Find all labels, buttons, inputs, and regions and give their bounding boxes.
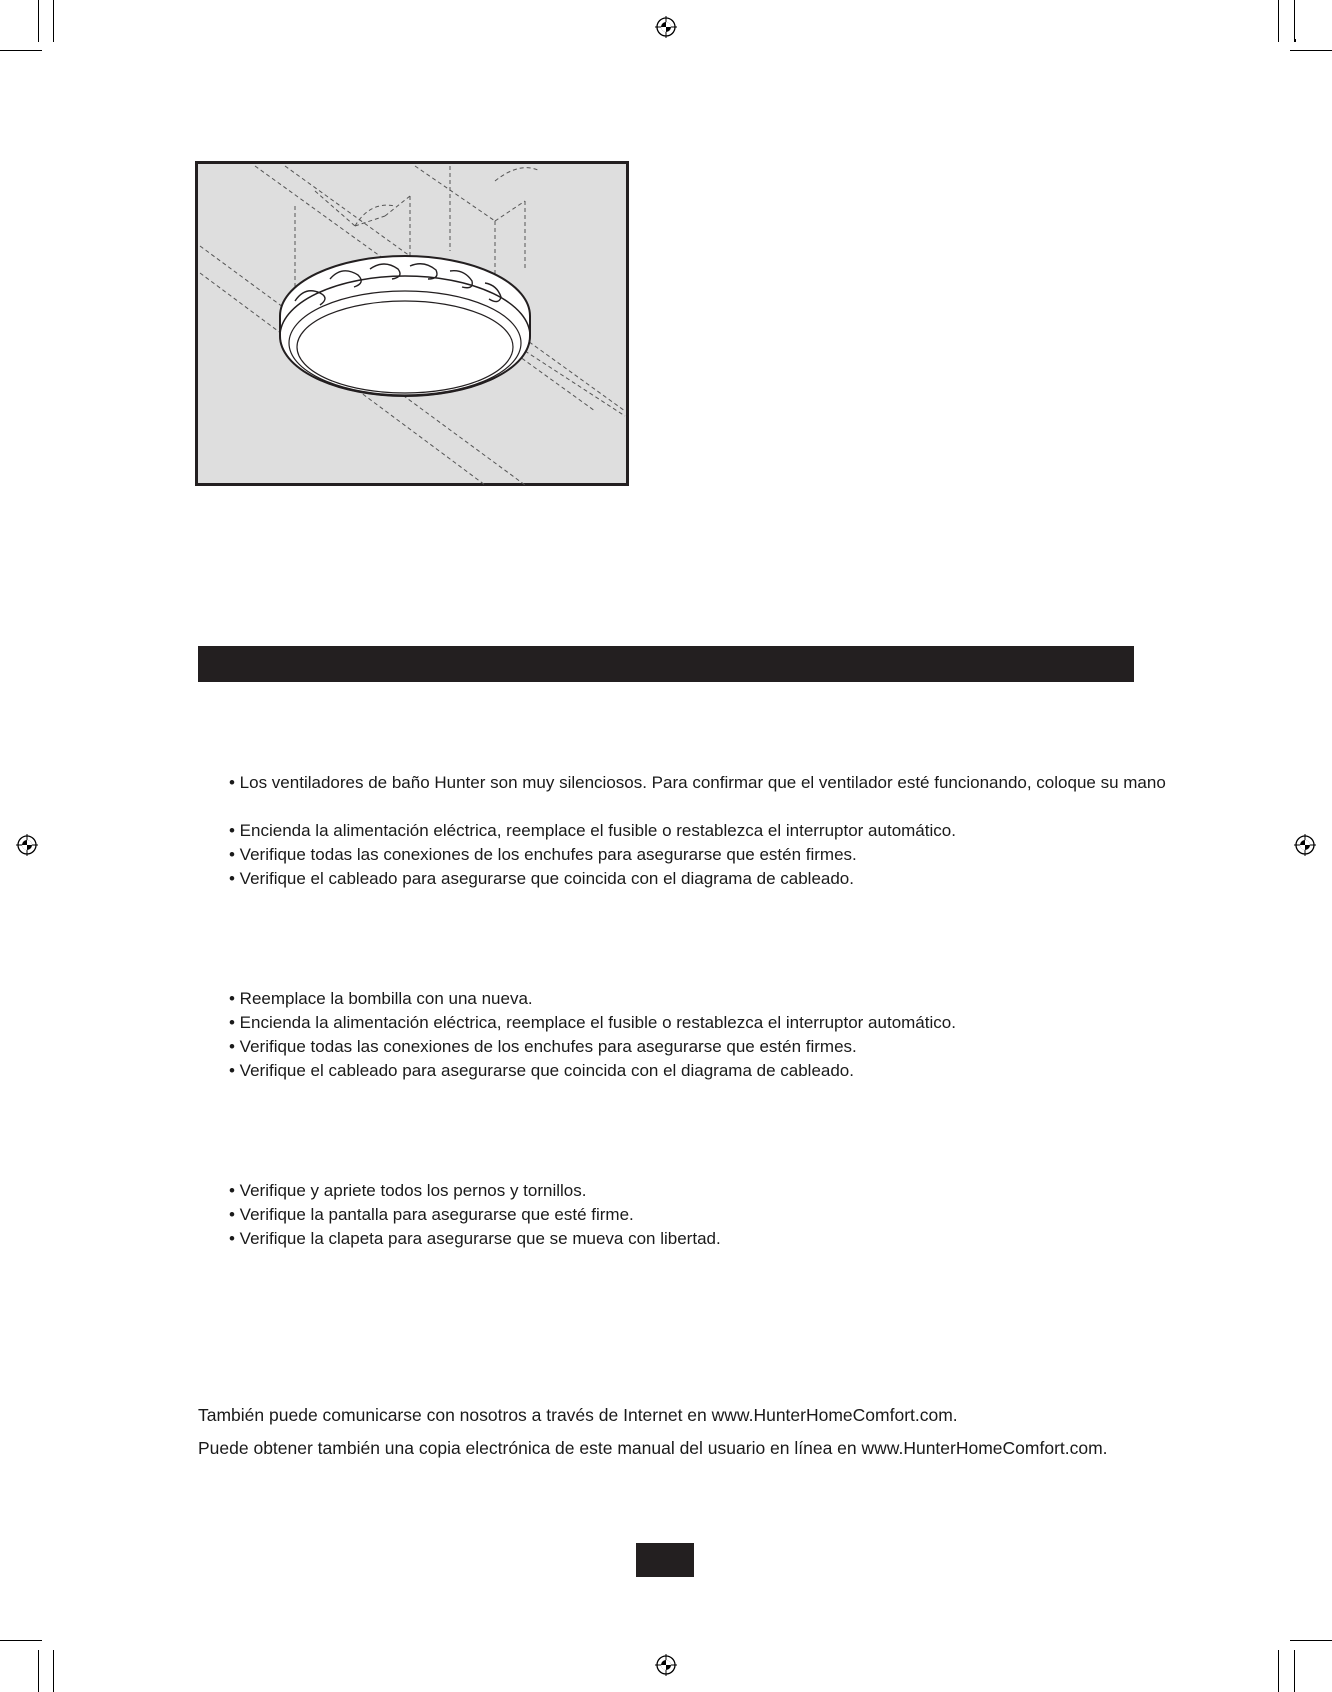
registration-mark-icon [655, 1654, 677, 1676]
list-item: • Verifique todas las conexiones de los enchufes para asegurarse que estén firmes. [229, 845, 857, 864]
registration-mark-icon [16, 834, 38, 856]
registration-mark-icon [655, 16, 677, 38]
troubleshooting-list-3 [229, 1179, 721, 1251]
registration-mark-icon [1294, 834, 1316, 856]
list-item: • Verifique el cableado para asegurarse que coincida con el diagrama de cableado. [229, 1061, 854, 1080]
section-header-bar [198, 646, 1134, 682]
list-item: • Verifique y apriete todos los pernos y tornillos. [229, 1181, 587, 1200]
list-item: • Encienda la alimentación eléctrica, reemplace el fusible o restablezca el interruptor automático. [229, 821, 956, 840]
list-item: • Reemplace la bombilla con una nueva. [229, 989, 533, 1008]
contact-line-manual: Puede obtener también una copia electrónica de este manual del usuario en línea en www.HunterHomeComfort.com. [198, 1438, 1108, 1458]
list-item: • Encienda la alimentación eléctrica, reemplace el fusible o restablezca el interruptor automático. [229, 1013, 956, 1032]
list-item: • Verifique la clapeta para asegurarse que se mueva con libertad. [229, 1229, 721, 1248]
troubleshooting-list-1 [229, 771, 1166, 891]
list-item: • Los ventiladores de baño Hunter son muy silenciosos. Para confirmar que el ventilador esté funcionando, coloque su mano [229, 773, 1166, 792]
list-item: • Verifique la pantalla para asegurarse que esté firme. [229, 1205, 634, 1224]
list-item: • Verifique el cableado para asegurarse que coincida con el diagrama de cableado. [229, 869, 854, 888]
troubleshooting-list-2 [229, 987, 956, 1083]
page-number-box [636, 1543, 694, 1577]
fan-light-illustration [195, 161, 629, 486]
list-item: • Verifique todas las conexiones de los enchufes para asegurarse que estén firmes. [229, 1037, 857, 1056]
contact-line-internet: También puede comunicarse con nosotros a través de Internet en www.HunterHomeComfort.com. [198, 1405, 958, 1425]
